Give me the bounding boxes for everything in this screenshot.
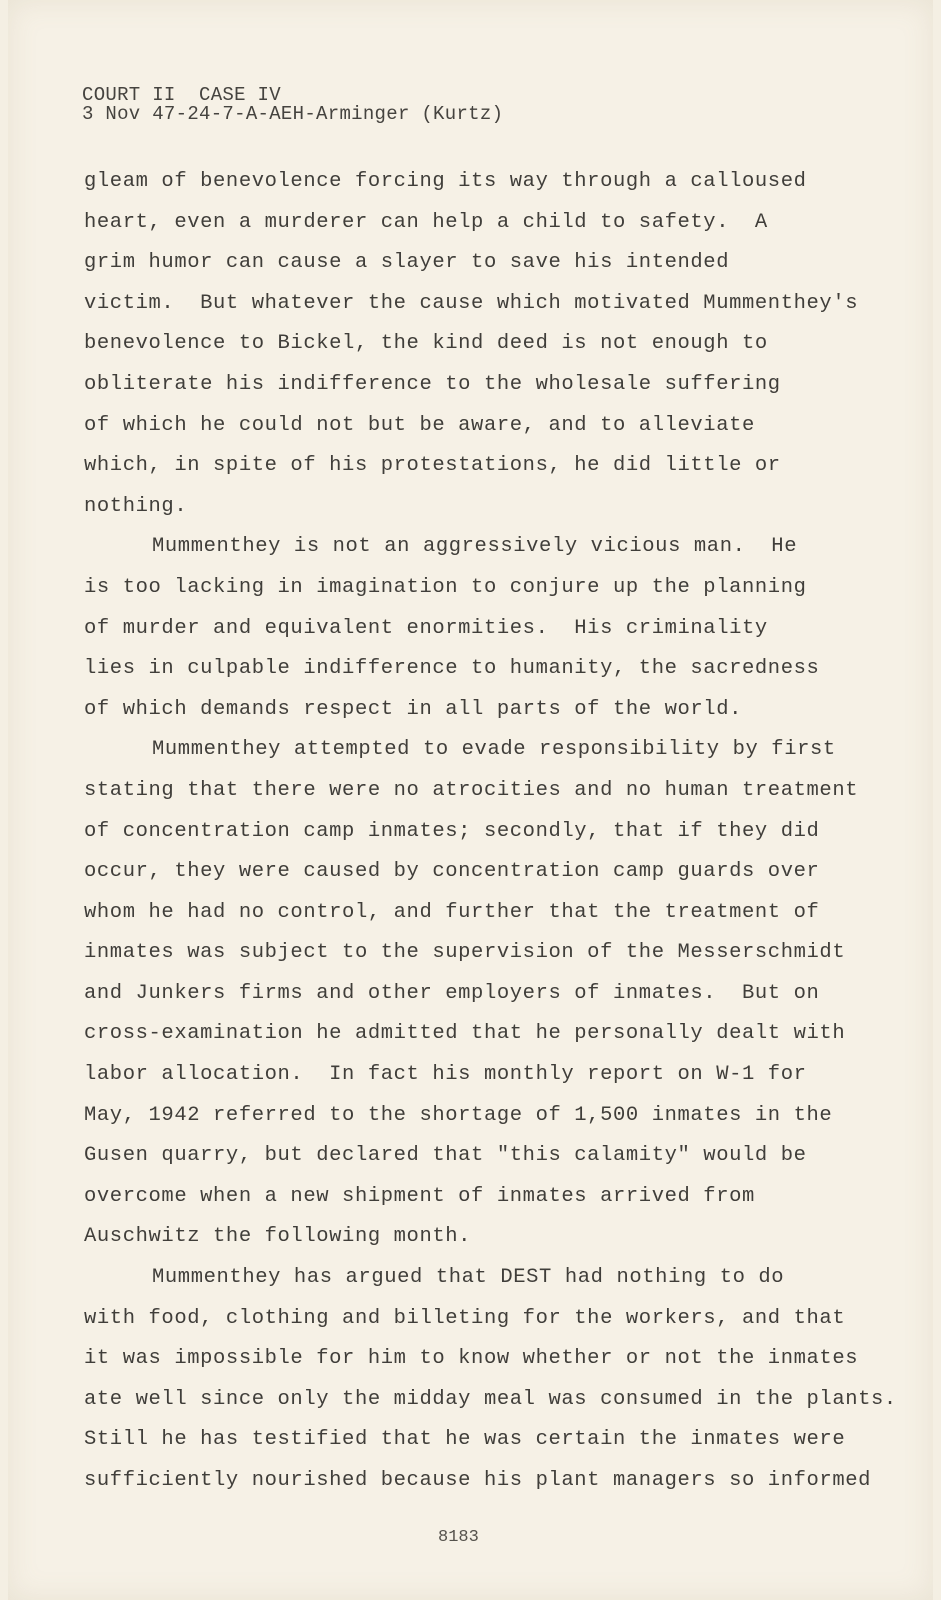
date-reference-line: 3 Nov 47-24-7-A-AEH-Arminger (Kurtz)	[82, 103, 504, 125]
text-line: of which demands respect in all parts of the world.	[84, 697, 743, 721]
text-line: gleam of benevolence forcing its way through a calloused	[84, 170, 807, 193]
text-line: cross-examination he admitted that he personally dealt with	[84, 1022, 846, 1046]
text-line: Mummenthey is not an aggressively vicious man. He	[152, 535, 798, 559]
text-line: benevolence to Bickel, the kind deed is not enough to	[84, 332, 768, 356]
document-page	[8, 0, 933, 1600]
text-line: of which he could not but be aware, and to alleviate	[84, 413, 755, 437]
text-line: is too lacking in imagination to conjure up the planning	[84, 575, 807, 599]
text-line: victim. But whatever the cause which motivated Mummenthey's	[84, 291, 859, 315]
text-line: of concentration camp inmates; secondly, that if they did	[84, 819, 820, 843]
text-line: sufficiently nourished because his plant managers so informed	[84, 1469, 872, 1492]
text-line: labor allocation. In fact his monthly report on W-1 for	[84, 1063, 807, 1087]
text-line: grim humor can cause a slayer to save his intended	[84, 251, 730, 275]
text-line: Gusen quarry, but declared that "this calamity" would be	[84, 1144, 807, 1168]
page-number: 8183	[438, 1528, 479, 1547]
court-case-line: COURT II CASE IV	[82, 84, 281, 106]
text-line: heart, even a murderer can help a child to safety. A	[84, 210, 768, 234]
text-line: Mummenthey attempted to evade responsibility by first	[152, 738, 836, 762]
document-body	[84, 162, 897, 1502]
text-line: Still he has testified that he was certain the inmates were	[84, 1428, 846, 1452]
text-line: whom he had no control, and further that the treatment of	[84, 900, 820, 924]
text-line: lies in culpable indifference to humanity, the sacredness	[84, 657, 820, 681]
text-line: overcome when a new shipment of inmates arrived from	[84, 1184, 755, 1208]
text-line: ate well since only the midday meal was consumed in the plants.	[84, 1387, 897, 1411]
text-line: which, in spite of his protestations, he did little or	[84, 454, 781, 478]
text-line: occur, they were caused by concentration camp guards over	[84, 860, 820, 884]
text-line: and Junkers firms and other employers of inmates. But on	[84, 981, 820, 1005]
text-line: Mummenthey has argued that DEST had nothing to do	[152, 1266, 785, 1290]
text-line: with food, clothing and billeting for the workers, and that	[84, 1306, 846, 1330]
text-line: it was impossible for him to know whether or not the inmates	[84, 1347, 859, 1371]
text-line: inmates was subject to the supervision of the Messerschmidt	[84, 941, 846, 965]
text-line: Auschwitz the following month.	[84, 1225, 472, 1249]
text-line: obliterate his indifference to the wholesale suffering	[84, 372, 781, 396]
text-line: May, 1942 referred to the shortage of 1,500 inmates in the	[84, 1103, 833, 1127]
text-line: nothing.	[84, 494, 188, 518]
text-line: of murder and equivalent enormities. His criminality	[84, 616, 768, 640]
text-line: stating that there were no atrocities and no human treatment	[84, 778, 859, 802]
case-header	[82, 86, 503, 124]
